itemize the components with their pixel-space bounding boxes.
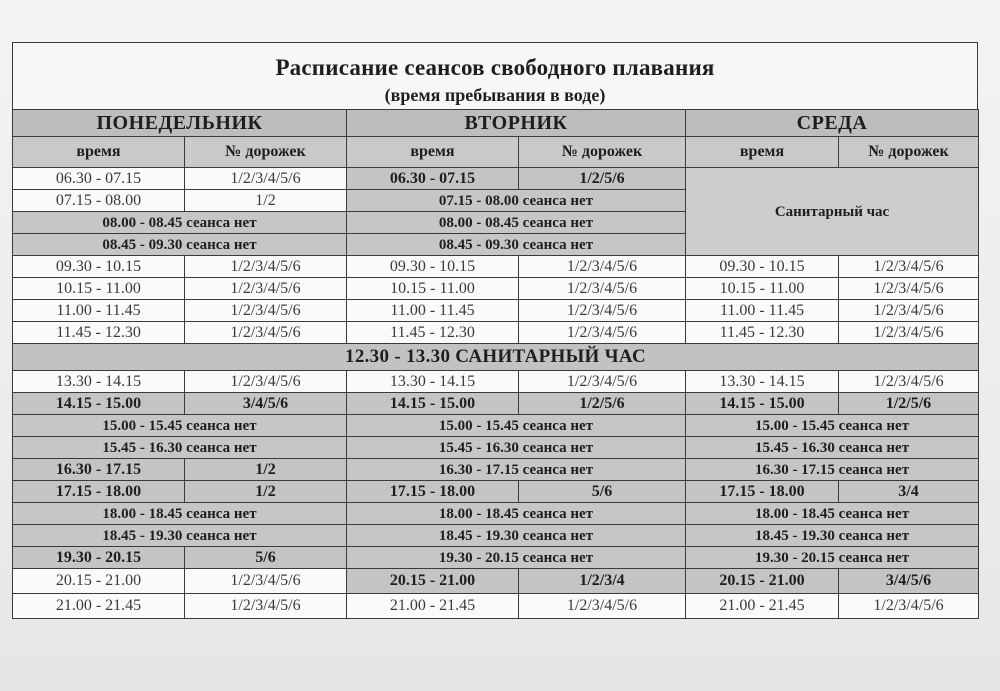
- no-session: 15.00 - 15.45 сеанса нет: [13, 415, 347, 437]
- session-time: 11.45 - 12.30: [686, 322, 839, 344]
- no-session: 18.00 - 18.45 сеанса нет: [686, 503, 979, 525]
- session-time: 21.00 - 21.45: [347, 594, 519, 619]
- column-header-row: [13, 137, 979, 168]
- table-row: [13, 503, 979, 525]
- session-lanes: 1/2/3/4/5/6: [519, 256, 686, 278]
- session-lanes: 1/2/3/4/5/6: [839, 322, 979, 344]
- table-row: [13, 300, 979, 322]
- session-lanes: 1/2/3/4/5/6: [519, 322, 686, 344]
- col-time-wed: время: [686, 137, 839, 168]
- session-time: 20.15 - 21.00: [347, 569, 519, 594]
- session-time: 16.30 - 17.15: [13, 459, 185, 481]
- sanitary-break-row: [13, 344, 979, 371]
- session-lanes: 1/2/3/4/5/6: [185, 278, 347, 300]
- session-time: 20.15 - 21.00: [686, 569, 839, 594]
- session-lanes: 1/2/3/4/5/6: [185, 569, 347, 594]
- session-lanes: 1/2/3/4/5/6: [839, 256, 979, 278]
- session-lanes: 1/2/5/6: [519, 168, 686, 190]
- session-lanes: 1/2/3/4/5/6: [185, 322, 347, 344]
- session-lanes: 1/2/3/4/5/6: [185, 594, 347, 619]
- session-lanes: 3/4: [839, 481, 979, 503]
- table-row: [13, 481, 979, 503]
- no-session: 15.00 - 15.45 сеанса нет: [686, 415, 979, 437]
- no-session: 18.00 - 18.45 сеанса нет: [347, 503, 686, 525]
- session-time: 17.15 - 18.00: [13, 481, 185, 503]
- session-time: 11.00 - 11.45: [13, 300, 185, 322]
- table-row: [13, 569, 979, 594]
- col-lanes-tue: № дорожек: [519, 137, 686, 168]
- no-session: 08.45 - 09.30 сеанса нет: [347, 234, 686, 256]
- schedule-subtitle: (время пребывания в воде): [384, 85, 606, 105]
- session-time: 11.00 - 11.45: [686, 300, 839, 322]
- table-row: [13, 393, 979, 415]
- title-block: [12, 42, 978, 109]
- table-row: [13, 256, 979, 278]
- session-time: 10.15 - 11.00: [13, 278, 185, 300]
- session-time: 11.45 - 12.30: [13, 322, 185, 344]
- session-time: 21.00 - 21.45: [13, 594, 185, 619]
- session-time: 11.00 - 11.45: [347, 300, 519, 322]
- no-session: 19.30 - 20.15 сеанса нет: [347, 547, 686, 569]
- session-lanes: 1/2/3/4/5/6: [519, 300, 686, 322]
- day-monday: ПОНЕДЕЛЬНИК: [13, 110, 347, 137]
- session-lanes: 1/2/3/4/5/6: [839, 371, 979, 393]
- session-lanes: 1/2/3/4/5/6: [185, 300, 347, 322]
- no-session: 18.45 - 19.30 сеанса нет: [686, 525, 979, 547]
- session-lanes: 3/4/5/6: [839, 569, 979, 594]
- no-session: 08.00 - 08.45 сеанса нет: [347, 212, 686, 234]
- table-row: [13, 459, 979, 481]
- session-lanes: 1/2/3/4/5/6: [839, 300, 979, 322]
- session-time: 09.30 - 10.15: [13, 256, 185, 278]
- wednesday-sanitary-hour: Санитарный час: [686, 168, 979, 256]
- session-lanes: 1/2: [185, 481, 347, 503]
- schedule-sheet: [12, 42, 978, 619]
- no-session: 18.00 - 18.45 сеанса нет: [13, 503, 347, 525]
- session-time: 13.30 - 14.15: [686, 371, 839, 393]
- col-time-tue: время: [347, 137, 519, 168]
- col-lanes-wed: № дорожек: [839, 137, 979, 168]
- session-lanes: 1/2/3/4/5/6: [839, 278, 979, 300]
- day-tuesday: ВТОРНИК: [347, 110, 686, 137]
- col-lanes-mon: № дорожек: [185, 137, 347, 168]
- table-row: [13, 322, 979, 344]
- session-lanes: 1/2/3/4/5/6: [519, 594, 686, 619]
- session-time: 17.15 - 18.00: [347, 481, 519, 503]
- session-time: 07.15 - 08.00: [13, 190, 185, 212]
- session-time: 13.30 - 14.15: [13, 371, 185, 393]
- session-time: 09.30 - 10.15: [686, 256, 839, 278]
- no-session: 08.00 - 08.45 сеанса нет: [13, 212, 347, 234]
- session-lanes: 1/2/3/4/5/6: [519, 371, 686, 393]
- no-session: 18.45 - 19.30 сеанса нет: [13, 525, 347, 547]
- session-time: 10.15 - 11.00: [347, 278, 519, 300]
- table-row: [13, 525, 979, 547]
- no-session: 15.45 - 16.30 сеанса нет: [347, 437, 686, 459]
- session-lanes: 1/2/3/4/5/6: [185, 256, 347, 278]
- no-session: 15.45 - 16.30 сеанса нет: [13, 437, 347, 459]
- session-time: 10.15 - 11.00: [686, 278, 839, 300]
- no-session: 15.00 - 15.45 сеанса нет: [347, 415, 686, 437]
- session-lanes: 1/2/3/4/5/6: [185, 371, 347, 393]
- col-time-mon: время: [13, 137, 185, 168]
- session-lanes: 1/2/5/6: [519, 393, 686, 415]
- table-row: [13, 547, 979, 569]
- session-time: 14.15 - 15.00: [347, 393, 519, 415]
- session-lanes: 5/6: [519, 481, 686, 503]
- session-lanes: 3/4/5/6: [185, 393, 347, 415]
- day-header-row: [13, 110, 979, 137]
- no-session: 16.30 - 17.15 сеанса нет: [347, 459, 686, 481]
- schedule-table: [12, 109, 979, 619]
- session-time: 09.30 - 10.15: [347, 256, 519, 278]
- no-session: 08.45 - 09.30 сеанса нет: [13, 234, 347, 256]
- session-lanes: 1/2: [185, 190, 347, 212]
- no-session: 16.30 - 17.15 сеанса нет: [686, 459, 979, 481]
- session-time: 13.30 - 14.15: [347, 371, 519, 393]
- session-lanes: 5/6: [185, 547, 347, 569]
- table-row: [13, 168, 979, 190]
- session-lanes: 1/2/3/4/5/6: [839, 594, 979, 619]
- session-lanes: 1/2/3/4/5/6: [519, 278, 686, 300]
- table-row: [13, 415, 979, 437]
- session-time: 06.30 - 07.15: [13, 168, 185, 190]
- session-lanes: 1/2/5/6: [839, 393, 979, 415]
- day-wednesday: СРЕДА: [686, 110, 979, 137]
- schedule-title: Расписание сеансов свободного плавания: [275, 55, 715, 80]
- table-row: [13, 594, 979, 619]
- table-row: [13, 278, 979, 300]
- sanitary-break: 12.30 - 13.30 САНИТАРНЫЙ ЧАС: [13, 344, 979, 371]
- session-time: 21.00 - 21.45: [686, 594, 839, 619]
- no-session: 07.15 - 08.00 сеанса нет: [347, 190, 686, 212]
- table-row: [13, 437, 979, 459]
- session-lanes: 1/2/3/4: [519, 569, 686, 594]
- session-time: 17.15 - 18.00: [686, 481, 839, 503]
- session-time: 06.30 - 07.15: [347, 168, 519, 190]
- session-time: 20.15 - 21.00: [13, 569, 185, 594]
- no-session: 15.45 - 16.30 сеанса нет: [686, 437, 979, 459]
- session-lanes: 1/2/3/4/5/6: [185, 168, 347, 190]
- no-session: 19.30 - 20.15 сеанса нет: [686, 547, 979, 569]
- no-session: 18.45 - 19.30 сеанса нет: [347, 525, 686, 547]
- session-time: 11.45 - 12.30: [347, 322, 519, 344]
- session-time: 14.15 - 15.00: [686, 393, 839, 415]
- session-lanes: 1/2: [185, 459, 347, 481]
- session-time: 14.15 - 15.00: [13, 393, 185, 415]
- table-row: [13, 371, 979, 393]
- session-time: 19.30 - 20.15: [13, 547, 185, 569]
